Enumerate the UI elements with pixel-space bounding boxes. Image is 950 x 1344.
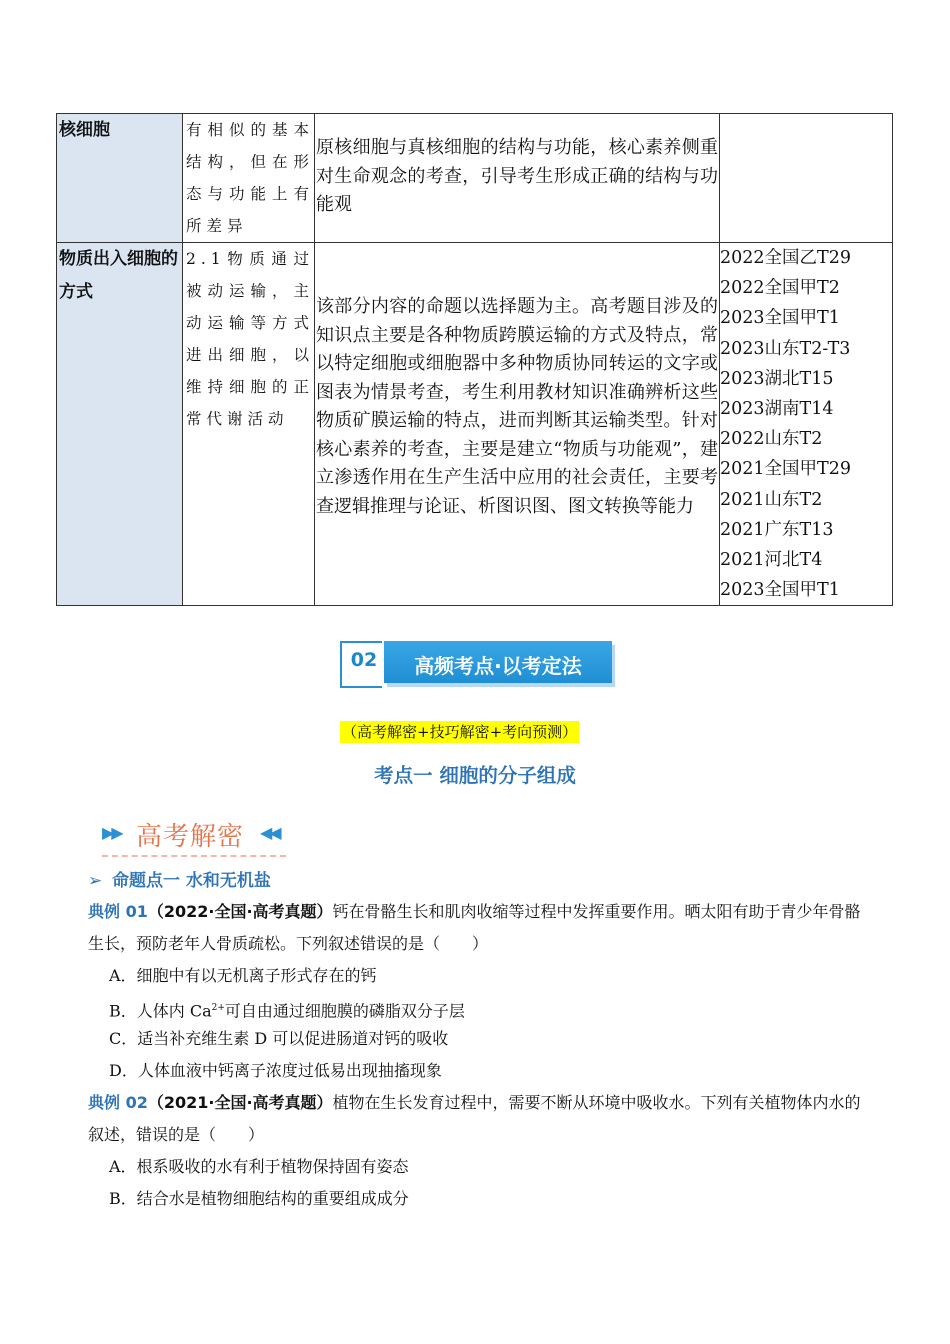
topic-cell: 核细胞 [57,114,183,243]
section-title-text: 高考解密 [136,822,245,852]
year-item: 2022山东T2 [720,429,823,450]
year-item: 2023山东T2-T3 [720,338,851,359]
years-cell [720,114,893,243]
double-arrow-left-icon: ◀◀ [260,823,279,842]
example-text: 植物在生长发育过程中，需要不断从环境中吸收水。下列有关植物体内水的叙述，错误的是（ ） [88,1093,861,1144]
analysis-cell: 原核细胞与真核细胞的结构与功能，核心素养侧重对生命观念的考查，引导考生形成正确的结构与功能观 [315,114,720,243]
double-arrow-right-icon: ▶▶ [102,823,121,842]
example-stem [88,896,868,960]
section-title [100,815,290,857]
year-item: 2021广东T13 [720,519,834,540]
table-row [57,114,893,243]
example-stem [88,1087,868,1151]
year-item: 2023全国甲T1 [720,580,840,601]
years-cell [720,243,893,606]
example-source: （2021·全国·高考真题） [147,1093,333,1112]
year-item: 2022全国甲T2 [720,278,840,299]
topic-title: 考点一 细胞的分子组成 [374,764,576,787]
option-item: B．结合水是植物细胞结构的重要组成成分 [109,1189,409,1208]
section-banner [340,641,612,690]
chevron-right-icon: ➢ [88,871,103,891]
year-item: 2023湖南T14 [720,399,834,420]
example-text: 钙在骨骼生长和肌肉收缩等过程中发挥重要作用。晒太阳有助于青少年骨骼生长，预防老年人骨质疏松。下列叙述错误的是（ ） [88,902,861,953]
highlight-subtitle: （高考解密+技巧解密+考向预测） [342,723,578,741]
example-label: 典例 01 [88,902,148,921]
year-item: 2021全国甲T29 [720,459,851,480]
example-source: （2022·全国·高考真题） [147,902,333,921]
topic-cell: 物质出入细胞的方式 [57,243,183,606]
requirement-cell: 有相似的基本结构，但在形态与功能上有所差异 [183,114,315,243]
option-item: C．适当补充维生素 D 可以促进肠道对钙的吸收 [109,1029,449,1048]
point-heading [88,866,271,891]
option-item: B．人体内 $Ca^{2+}$可自由通过细胞膜的磷脂双分子层 [109,1001,465,1021]
option-item: A．根系吸收的水有利于植物保持固有姿态 [109,1157,409,1176]
point-title: 命题点一 水和无机盐 [112,871,271,891]
banner-title: 高频考点·以考定法 [414,654,582,678]
year-item: 2023湖北T15 [720,368,834,389]
requirement-cell: 2.1物质通过被动运输，主动运输等方式进出细胞，以维持细胞的正常代谢活动 [183,243,315,606]
banner-number: 02 [350,649,378,671]
example-label: 典例 02 [88,1093,148,1112]
dashed-underline [102,855,286,857]
analysis-cell: 该部分内容的命题以选择题为主。高考题目涉及的知识点主要是各种物质跨膜运输的方式及特点，常以特定细胞或细胞器中多种物质协同转运的文字或图表为情景考查，考生利用教材知识准确辨析这些物质矿膜运输的特点，进而判断其运输类型。针对核心素养的考查，主要是建立“物质与功能观”，建立渗透作用在生产生活中应用的社会责任，主要考查逻辑推理与论证、析图识图、图文转换等能力 [315,243,720,606]
exam-analysis-table [56,113,893,606]
option-item: A．细胞中有以无机离子形式存在的钙 [109,966,377,985]
year-item: 2021山东T2 [720,489,823,510]
year-item: 2021河北T4 [720,550,823,571]
year-item: 2022全国乙T29 [720,248,851,268]
year-item: 2023全国甲T1 [720,308,840,329]
option-item: D．人体血液中钙离子浓度过低易出现抽搐现象 [109,1061,442,1080]
banner-title-box [384,641,612,683]
table-row [57,243,893,606]
